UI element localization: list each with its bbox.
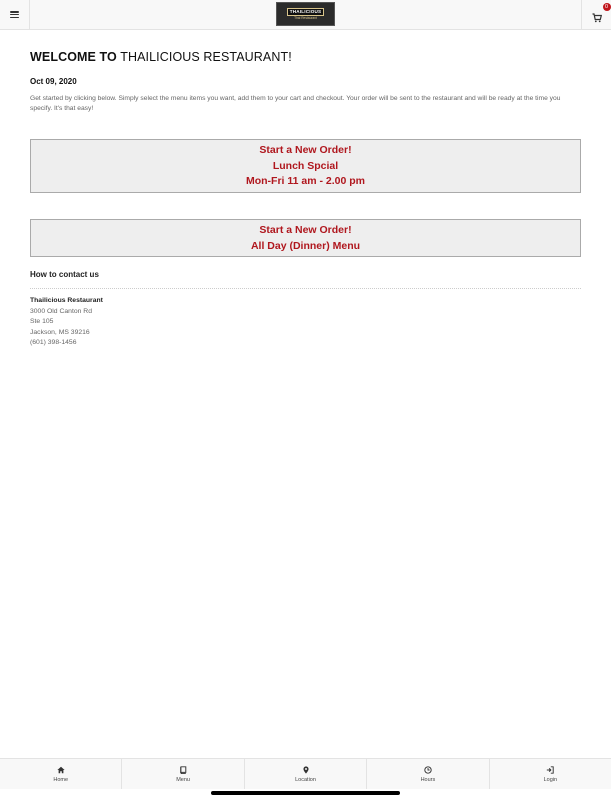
dinner-order-button[interactable] [30, 219, 581, 257]
clock-icon [424, 766, 432, 774]
nav-menu[interactable] [122, 759, 244, 789]
nav-login-label: Login [543, 776, 558, 783]
nav-location[interactable] [245, 759, 367, 789]
main-content [30, 42, 581, 114]
cart-button[interactable] [581, 0, 611, 29]
cart-icon [592, 3, 609, 20]
lunch-order-button[interactable] [30, 139, 581, 193]
logo-subtext: Thai Restaurant [294, 15, 317, 20]
welcome-prefix: WELCOME TO [30, 50, 117, 64]
welcome-heading [30, 50, 581, 64]
contact-heading: How to contact us [30, 270, 581, 289]
nav-home-label: Home [53, 776, 69, 783]
order-button-line1: Start a New Order! [259, 144, 352, 156]
menu-button[interactable] [0, 0, 30, 29]
logo-text: THAILICIOUS [287, 8, 325, 16]
hamburger-icon [10, 11, 19, 18]
current-date: Oct 09, 2020 [30, 77, 77, 86]
home-indicator [211, 791, 400, 795]
home-icon [57, 766, 65, 774]
nav-home[interactable] [0, 759, 122, 789]
contact-restaurant-name: Thailicious Restaurant [30, 297, 103, 304]
nav-menu-label: Menu [176, 776, 190, 783]
nav-login[interactable] [490, 759, 611, 789]
restaurant-logo[interactable] [276, 2, 335, 26]
order-button-line3: Mon-Fri 11 am - 2.00 pm [245, 175, 366, 187]
contact-phone[interactable]: (601) 398-1456 [30, 339, 77, 347]
contact-street: 3000 Old Canton Rd [30, 307, 92, 315]
nav-hours[interactable] [367, 759, 489, 789]
sign-in-icon [546, 766, 554, 774]
welcome-restaurant: THAILICIOUS RESTAURANT! [120, 50, 292, 64]
bottom-nav [0, 758, 611, 789]
order-button-line2: All Day (Dinner) Menu [250, 239, 361, 252]
contact-address [30, 296, 103, 349]
map-marker-icon [302, 766, 310, 774]
book-icon [179, 766, 187, 774]
nav-location-label: Location [295, 776, 316, 783]
contact-suite: Ste 105 [30, 318, 54, 326]
intro-text: Get started by clicking below. Simply select the menu items you want, add them to your cart and checkout. Your order will be sent to the restaurant and will be ready at the time you specify. It's that easy! [30, 95, 561, 112]
nav-hours-label: Hours [420, 776, 436, 783]
order-button-line2: Lunch Spcial [272, 159, 339, 172]
order-button-line1: Start a New Order! [259, 224, 352, 236]
top-bar [0, 0, 611, 30]
cart-count-badge: 0 [603, 3, 611, 11]
contact-city: Jackson, MS 39216 [30, 328, 90, 336]
